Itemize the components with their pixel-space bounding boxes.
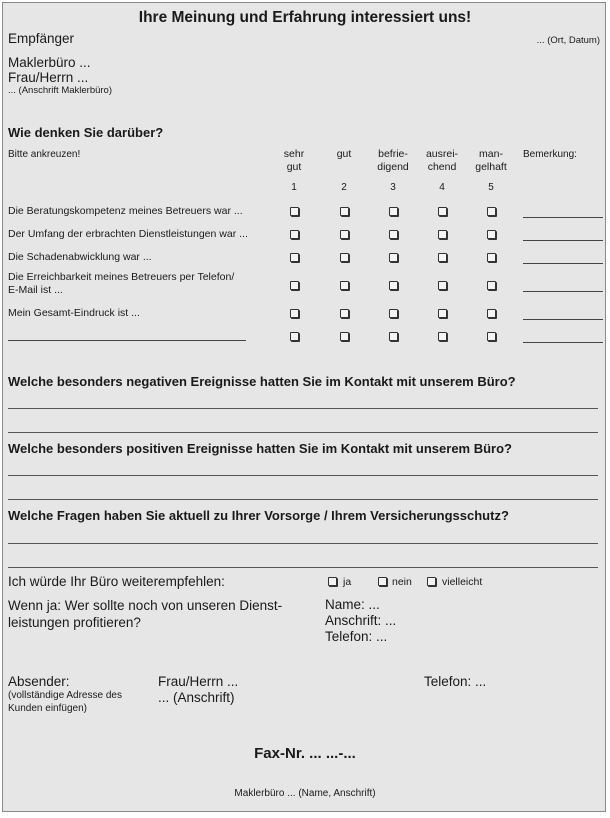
recommend-yes-label: ja [343,576,352,588]
feedback-form [2,2,606,812]
sender-address: ... (Anschrift) [158,690,235,705]
answer-line[interactable] [8,408,598,409]
recipient-label: Empfänger [8,31,75,46]
column-header-5: man- gelhaft [475,148,507,173]
referral-contact[interactable] [325,597,396,645]
rating-row-label: Die Schadenabwicklung war ... [8,251,152,263]
rating-checkbox[interactable] [389,332,398,341]
sender-phone[interactable]: Telefon: ... [424,674,487,689]
column-header-2: gut [336,148,352,160]
rating-checkbox[interactable] [438,207,447,216]
rating-checkbox[interactable] [340,207,349,216]
rating-checkbox[interactable] [389,207,398,216]
referral-address: Anschrift: ... [325,613,397,628]
rating-checkbox[interactable] [290,207,299,216]
referral-name: Name: ... [325,597,380,612]
answer-line[interactable] [8,567,598,568]
sender-note: (vollständige Adresse des Kunden einfügen) [8,690,122,714]
rating-checkbox[interactable] [487,230,496,239]
rating-checkbox[interactable] [438,281,447,290]
recommend-maybe-label: vielleicht [442,576,483,588]
rating-row-label: Mein Gesamt-Eindruck ist ... [8,307,140,319]
rating-checkbox[interactable] [487,207,496,216]
rating-checkbox[interactable] [438,309,447,318]
recommend-question: Ich würde Ihr Büro weiterempfehlen: [8,574,225,589]
rating-checkbox[interactable] [290,332,299,341]
rating-instruction: Bitte ankreuzen! [8,149,81,160]
column-header-1: sehr gut [283,148,305,173]
remark-line[interactable] [523,263,603,264]
column-number-5: 5 [488,182,494,193]
referral-question: Wenn ja: Wer sollte noch von unseren Dienst- leistungen profitieren? [8,598,283,630]
column-number-1: 1 [291,182,297,193]
rating-checkbox[interactable] [290,253,299,262]
rating-checkbox[interactable] [340,309,349,318]
column-number-4: 4 [439,182,445,193]
recipient-salutation: Frau/Herrn ... [8,70,89,85]
footer-agency: Maklerbüro ... (Name, Anschrift) [234,788,376,799]
remark-line[interactable] [523,319,603,320]
rating-checkbox[interactable] [487,332,496,341]
recipient-address-note: ... (Anschrift Maklerbüro) [8,85,112,96]
fax-number: Fax-Nr. ... ...-... [254,745,356,762]
remark-header: Bemerkung: [523,149,577,160]
recipient-agency: Maklerbüro ... [8,55,91,70]
rating-checkbox[interactable] [389,230,398,239]
rating-checkbox[interactable] [340,332,349,341]
column-number-3: 3 [390,182,396,193]
rating-checkbox[interactable] [290,309,299,318]
rating-checkbox[interactable] [340,230,349,239]
answer-line[interactable] [8,475,598,476]
rating-checkbox[interactable] [340,281,349,290]
provision-question: Welche Fragen haben Sie aktuell zu Ihrer Vorsorge / Ihrem Versicherungsschutz? [8,508,509,523]
place-date-field[interactable]: ... (Ort, Datum) [536,35,600,46]
remark-line[interactable] [523,291,603,292]
rating-row-label: Die Beratungskompetenz meines Betreuers war ... [8,205,243,217]
rating-row-label: Die Erreichbarkeit meines Betreuers per Telefon/ E-Mail ist ... [8,271,235,296]
rating-row-label: Der Umfang der erbrachten Dienstleistungen war ... [8,228,248,240]
custom-criterion-line[interactable] [8,340,246,341]
positive-events-question: Welche besonders positiven Ereignisse hatten Sie im Kontakt mit unserem Büro? [8,441,512,456]
rating-checkbox[interactable] [340,253,349,262]
column-header-4: ausrei- chend [425,148,459,173]
form-title: Ihre Meinung und Erfahrung interessiert uns! [138,9,472,26]
rating-heading: Wie denken Sie darüber? [8,125,164,140]
rating-checkbox[interactable] [487,309,496,318]
sender-details[interactable] [158,674,238,706]
rating-checkbox[interactable] [487,253,496,262]
rating-checkbox[interactable] [438,230,447,239]
column-header-3: befrie- digend [377,148,409,173]
rating-checkbox[interactable] [487,281,496,290]
remark-line[interactable] [523,240,603,241]
remark-line[interactable] [523,217,603,218]
rating-checkbox[interactable] [438,253,447,262]
column-number-2: 2 [341,182,347,193]
recommend-no-label: nein [392,576,412,588]
sender-salutation: Frau/Herrn ... [158,674,239,689]
rating-checkbox[interactable] [290,230,299,239]
rating-checkbox[interactable] [290,281,299,290]
answer-line[interactable] [8,432,598,433]
negative-events-question: Welche besonders negativen Ereignisse hatten Sie im Kontakt mit unserem Büro? [8,374,516,389]
recommend-maybe-checkbox[interactable] [427,577,436,586]
rating-checkbox[interactable] [389,253,398,262]
rating-checkbox[interactable] [438,332,447,341]
rating-checkbox[interactable] [389,309,398,318]
remark-line[interactable] [523,342,603,343]
answer-line[interactable] [8,499,598,500]
referral-phone: Telefon: ... [325,629,388,644]
recommend-yes-checkbox[interactable] [328,577,337,586]
rating-checkbox[interactable] [389,281,398,290]
sender-label: Absender: [8,674,70,689]
recommend-no-checkbox[interactable] [378,577,387,586]
answer-line[interactable] [8,543,598,544]
